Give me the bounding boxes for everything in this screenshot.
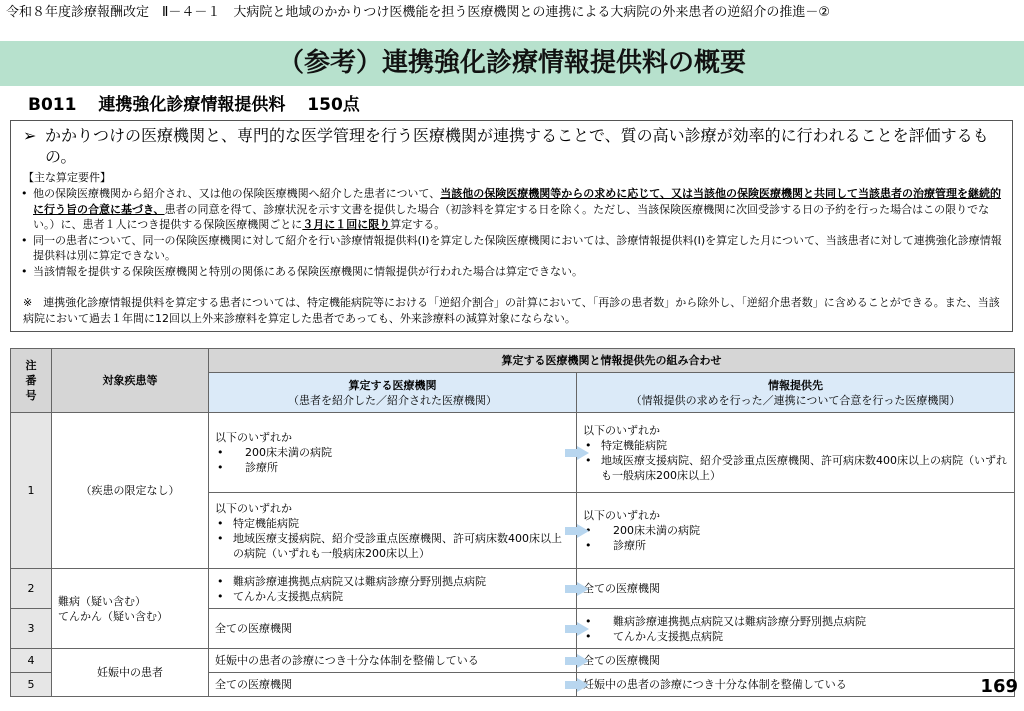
fee-code-line [28,94,376,116]
fee-points: 150点 [307,95,360,115]
calc-cell [209,673,577,697]
row-number: 3 [11,609,52,649]
row-number: 2 [11,569,52,609]
list-item: • 地域医療支援病院、紹介受診重点医療機関、許可病床数400床以上の病院（いずれも一般病床200床以上） [583,453,1008,483]
calc-list [215,445,570,475]
calc-text: 全ての医療機関 [215,678,292,691]
table-row [11,569,1015,609]
arrow-bullet-icon: ➢ [23,126,37,145]
requirement-item [19,186,1004,233]
req1-part-d: ３月に１回に限り [302,218,391,231]
list-item: • 難病診療連携拠点病院又は難病診療分野別拠点病院 [215,574,570,589]
disease-line: 難病（疑い含む） [58,594,146,608]
right-arrow-icon [577,678,589,692]
req1-part-e: 算定する。 [390,218,446,231]
header-dest-label: 情報提供先 [768,378,823,392]
header-calc [209,373,577,413]
calc-cell [209,609,577,649]
right-arrow-icon [577,582,589,596]
table-row [11,413,1015,493]
dest-list [583,614,1008,644]
row-number: 5 [11,673,52,697]
any-of-label: 以下のいずれか [215,501,292,515]
calc-text: 全ての医療機関 [215,622,292,635]
right-arrow-icon [577,622,589,636]
any-of-label: 以下のいずれか [583,423,660,437]
requirement-item: • 当該情報を提供する保険医療機関と特別の関係にある保険医療機関に情報提供が行われた場合は算定できない。 [19,264,1004,280]
any-of-label: 以下のいずれか [215,431,292,444]
disease-line: てんかん（疑い含む） [58,609,168,623]
table-row [11,649,1015,673]
req1-part-b: 当該他の保険医療機関等からの求めに応じて、又は当該他の保険医療機関と共同して当該患者の治療管理を継続的に行う旨の合意に基づき、 [33,187,1001,216]
header-disease: 対象疾患等 [52,349,209,413]
list-item: • てんかん支援拠点病院 [583,629,1008,644]
row-disease: 妊娠中の患者 [52,649,209,697]
requirements-box [10,120,1013,332]
lead-sentence: かかりつけの医療機関と、専門的な医学管理を行う医療機関が連携することで、質の高い診療が効率的に行われることを評価するもの。 [45,126,989,166]
list-item: • 地域医療支援病院、紹介受診重点医療機関、許可病床数400床以上の病院（いずれも一般病床200床以上） [215,531,570,561]
list-item: • 特定機能病院 [215,516,570,531]
dest-cell: 全ての医療機関 [577,569,1015,609]
header-no-label: 注番号 [25,359,37,402]
list-item: • てんかん支援拠点病院 [215,589,570,604]
dest-list [583,523,1008,553]
right-arrow-icon [577,654,589,668]
list-item: • 特定機能病院 [583,438,1008,453]
calc-cell [209,569,577,609]
row-disease [52,569,209,649]
dest-cell [577,413,1015,493]
calc-cell [209,649,577,673]
right-arrow-icon [577,524,589,538]
slide-topline: 令和８年度診療報酬改定 Ⅱ－４－１ 大病院と地域のかかりつけ医機能を担う医療機関との連携による大病院の外来患者の逆紹介の推進－② [6,5,831,20]
header-calc-sub: （患者を紹介した／紹介された医療機関） [288,393,497,407]
row-number: 1 [11,413,52,569]
calc-cell [209,413,577,493]
header-dest-sub: （情報提供の求めを行った／連携について合意を行った医療機関） [630,393,961,407]
calc-cell [209,493,577,569]
dest-list [583,438,1008,483]
list-item: • 診療所 [583,538,1008,553]
header-dest [577,373,1015,413]
row-number: 4 [11,649,52,673]
combination-table [10,348,1015,697]
title-banner [0,41,1024,86]
fee-code: B011 [28,95,77,115]
right-arrow-icon [577,446,589,460]
req1-part-c: 患者の同意を得て、診療状況を示す文書を提供した場合（初診料を算定する日を除く。ただし、当該保険医療機関に次回受診する日の予約を行った場合はこの限りでない。）に、患者１人につき提供する保険医療機関ごとに [33,202,990,231]
requirement-item: • 同一の患者について、同一の保険医療機関に対して紹介を行い診療情報提供料(Ⅰ)を算定した保険医療機関においては、診療情報提供料(Ⅰ)を算定した月について、当該患者に対して連携強化診療情報提供料は別に算定できない。 [19,233,1004,264]
header-combination: 算定する医療機関と情報提供先の組み合わせ [209,349,1015,373]
header-calc-label: 算定する医療機関 [348,378,437,392]
fee-name: 連携強化診療情報提供料 [98,95,286,115]
list-item: • 200床未満の病院 [583,523,1008,538]
any-of-label: 以下のいずれか [583,509,660,522]
calc-list [215,516,570,561]
requirements-title: 【主な算定要件】 [23,171,111,184]
list-item: • 難病診療連携拠点病院又は難病診療分野別拠点病院 [583,614,1008,629]
dest-cell: 妊娠中の患者の診療につき十分な体制を整備している [577,673,1015,697]
calc-text: 妊娠中の患者の診療につき十分な体制を整備している [215,654,479,667]
page-number: 169 [980,676,1018,697]
dest-cell: 全ての医療機関 [577,649,1015,673]
page-title: （参考）連携強化診療情報提供料の概要 [277,48,746,78]
req1-part-a: 他の保険医療機関から紹介され、又は他の保険医療機関へ紹介した患者について、 [33,187,441,200]
list-item: • 200床未満の病院 [215,445,570,460]
calc-list [215,574,570,604]
dest-cell [577,609,1015,649]
note-text: ※ 連携強化診療情報提供料を算定する患者については、特定機能病院等における「逆紹介割合」の計算において、「再診の患者数」から除外し、「逆紹介患者数」に含めることができる。また、当該病院において過去１年間に12回以上外来診療料を算定した患者であっても、外来診療料の減算対象にならない。 [23,296,1000,325]
row-disease: （疾患の限定なし） [52,413,209,569]
lead-text [21,125,1006,167]
requirements-list [19,186,1004,279]
header-no [11,349,52,413]
list-item: • 診療所 [215,460,570,475]
dest-cell [577,493,1015,569]
